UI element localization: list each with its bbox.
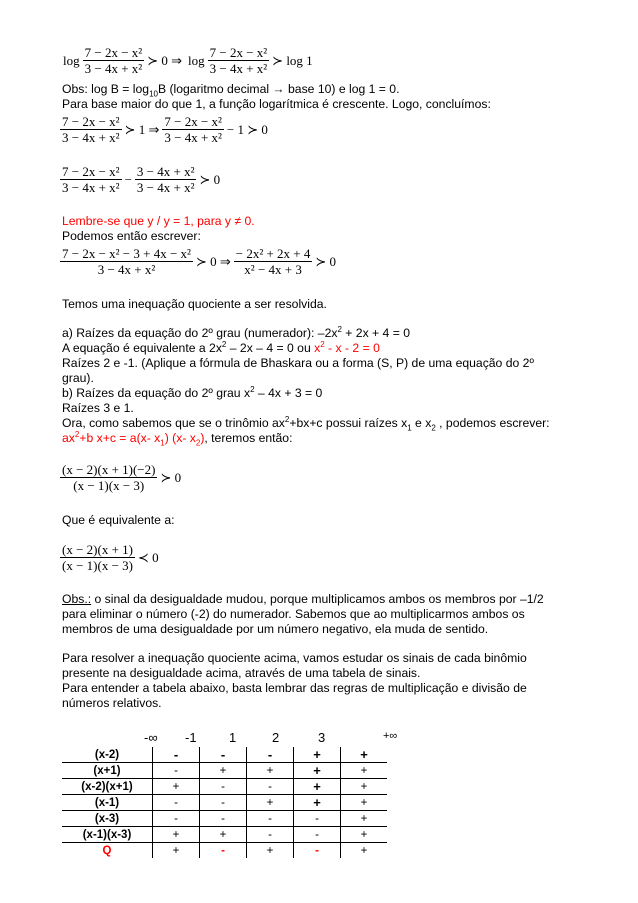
table-row — [62, 843, 387, 859]
sign-cell: - — [200, 811, 247, 827]
sign-cell: - — [294, 843, 341, 859]
sign-cell: + — [341, 843, 388, 859]
row-label: (x-3) — [94, 812, 120, 825]
sign-cell: + — [341, 763, 388, 779]
sign-cell: - — [200, 779, 247, 795]
sign-cell: - — [200, 843, 247, 859]
roots-line-2: Raízes 3 e 1. — [62, 401, 134, 415]
para-line-2: presente na desigualdade acima, através de uma tabela de sinais. — [62, 666, 421, 680]
equation-log-inequality — [60, 45, 316, 76]
equation-factored: $\frac{(x - 2)(x + 1)(-2)}{(x - 1)(x - 3)}$ ≻ 0 — [62, 462, 182, 493]
sign-cell: + — [294, 795, 341, 811]
relation: ≻ log 1 — [272, 52, 313, 68]
fraction: $\frac{\text{7 − 2x − x²}}{\text{3 − 4x + x²}}$ — [209, 45, 268, 76]
sign-cell: + — [200, 827, 247, 843]
item-a-line: a) Raízes da equação do 2º grau (numerador): $-2x^2 + 2x + 4 = 0$ — [62, 324, 411, 340]
equation-greater-than-one: $\frac{\text{7 − 2x − x²}}{\text{3 − 4x + x²}}$ ≻ 1 ⇒ $\frac{\text{7 − 2x − x²}}{\text{3 − 4x + x²}}$ − 1 ≻ 0 — [62, 114, 268, 145]
sign-cell: - — [247, 747, 294, 763]
grau-line: grau). — [62, 371, 94, 385]
obs2-line-1: Obs.: o sinal da desigualdade mudou, porque multiplicamos ambos os membros por –1/2 — [62, 592, 544, 606]
table-row — [62, 779, 387, 795]
sign-cell: + — [341, 747, 388, 763]
sign-cell: + — [341, 827, 388, 843]
roots-line-1: Raízes 2 e -1. (Aplique a fórmula de Bhaskara ou a forma (S, P) de uma equação do 2º — [62, 356, 534, 370]
sign-cell: - — [247, 779, 294, 795]
sign-cell: + — [153, 779, 200, 795]
obs2-line-2: para eliminar o número (-2) do numerador. Sabemos que ao multiplicarmos ambos os — [62, 607, 525, 621]
sign-cell: + — [341, 779, 388, 795]
row-label: (x-2)(x+1) — [81, 780, 133, 793]
obs2-line-3: membros de uma desigualdade por um número negativo, ela muda de sentido. — [62, 622, 489, 636]
sign-cell: - — [200, 795, 247, 811]
equation-subtraction: $\frac{\text{7 − 2x − x²}}{\text{3 − 4x + x²}}$ − $\frac{\text{3 − 4x + x²}}{\text{3 − 4x + x²}}$ ≻ 0 — [62, 164, 221, 195]
sign-cell: + — [200, 763, 247, 779]
sign-cell: - — [294, 811, 341, 827]
table-row — [62, 795, 387, 811]
tick-three: 3 — [318, 730, 326, 745]
sign-cell: + — [294, 779, 341, 795]
podemos-line: Podemos então escrever: — [62, 229, 201, 243]
table-row — [62, 827, 387, 843]
temos-line: Temos uma inequação quociente a ser resolvida. — [62, 297, 327, 311]
row-label: Q — [102, 844, 112, 857]
sign-cell: + — [153, 843, 200, 859]
sign-cell: - — [200, 747, 247, 763]
tick-minus-one: -1 — [185, 730, 197, 745]
sign-cell: - — [153, 747, 200, 763]
sign-cell: + — [153, 827, 200, 843]
fraction: $\frac{\text{7 − 2x − x²}}{\text{3 − 4x + x²}}$ — [84, 45, 143, 76]
row-label: (x-1)(x-3) — [82, 828, 132, 841]
row-label: (x+1) — [93, 764, 121, 777]
item-b-line: b) Raízes da equação do 2º grau $x^2 - 4x + 3 = 0$ — [62, 384, 323, 400]
tick-two: 2 — [272, 730, 280, 745]
sign-cell: + — [247, 843, 294, 859]
factorization-line: $ax^2+b$ x+c = a(x- $x_1$) (x- $x_2$), teremos então: — [62, 429, 293, 448]
table-row — [62, 811, 387, 827]
log-symbol: log — [63, 52, 80, 68]
reminder-note: Lembre-se que y / y = 1, para y ≠ 0. — [62, 214, 255, 228]
relation: ≻ 0 ⇒ — [147, 52, 182, 68]
para-line-4: números relativos. — [62, 696, 162, 710]
equation-final: $\frac{(x - 2)(x + 1)}{(x - 1)(x - 3)}$ ≺ 0 — [62, 542, 159, 573]
sign-cell: + — [341, 811, 388, 827]
row-label: (x-2) — [94, 748, 120, 761]
equivalent-line: A equação é equivalente a $2x^2 - 2x - 4 = 0$ ou $x^2 - x - 2 = 0$ — [62, 339, 380, 355]
obs-log-line: Obs: $\log B = \log_{10}B$ (logaritmo decimal → base 10) e log 1 = 0. — [62, 82, 400, 99]
tick-plus-infinity: +∞ — [383, 730, 398, 742]
table-row — [62, 747, 387, 763]
sign-cell: + — [341, 795, 388, 811]
para-line-1: Para resolver a inequação quociente acima, vamos estudar os sinais de cada binômio — [62, 651, 527, 665]
log-symbol: log — [187, 52, 205, 68]
sign-cell: - — [247, 827, 294, 843]
sign-table — [62, 747, 387, 858]
table-row — [62, 763, 387, 779]
para-line-3: Para entender a tabela abaixo, basta lembrar das regras de multiplicação e divisão de — [62, 681, 527, 695]
sign-cell: - — [153, 795, 200, 811]
sign-cell: + — [294, 763, 341, 779]
sign-cell: + — [247, 763, 294, 779]
row-label: (x-1) — [94, 796, 120, 809]
sign-cell: - — [294, 827, 341, 843]
que-equivalente-line: Que é equivalente a: — [62, 513, 175, 527]
tick-minus-infinity: -∞ — [144, 730, 158, 745]
sign-cell: + — [294, 747, 341, 763]
sign-cell: - — [153, 811, 200, 827]
base-line: Para base maior do que 1, a função logarítmica é crescente. Logo, concluímos: — [62, 97, 491, 111]
equation-combined: $\frac{\text{7 − 2x − x² − 3 + 4x − x²}}{\text{3 − 4x + x²}}$ ≻ 0 ⇒ $\frac{\text{− 2x² + 2x + 4}}{\text{x² − 4x + 3}}$ ≻ 0 — [62, 246, 337, 277]
tick-one: 1 — [229, 730, 237, 745]
ora-line: Ora, como sabemos que se o trinômio $ax^2+bx+c$ possui raízes $x_1$ e $x_2$ , podemos escrever: — [62, 414, 550, 433]
sign-cell: - — [153, 763, 200, 779]
sign-cell: - — [247, 811, 294, 827]
sign-cell: + — [247, 795, 294, 811]
